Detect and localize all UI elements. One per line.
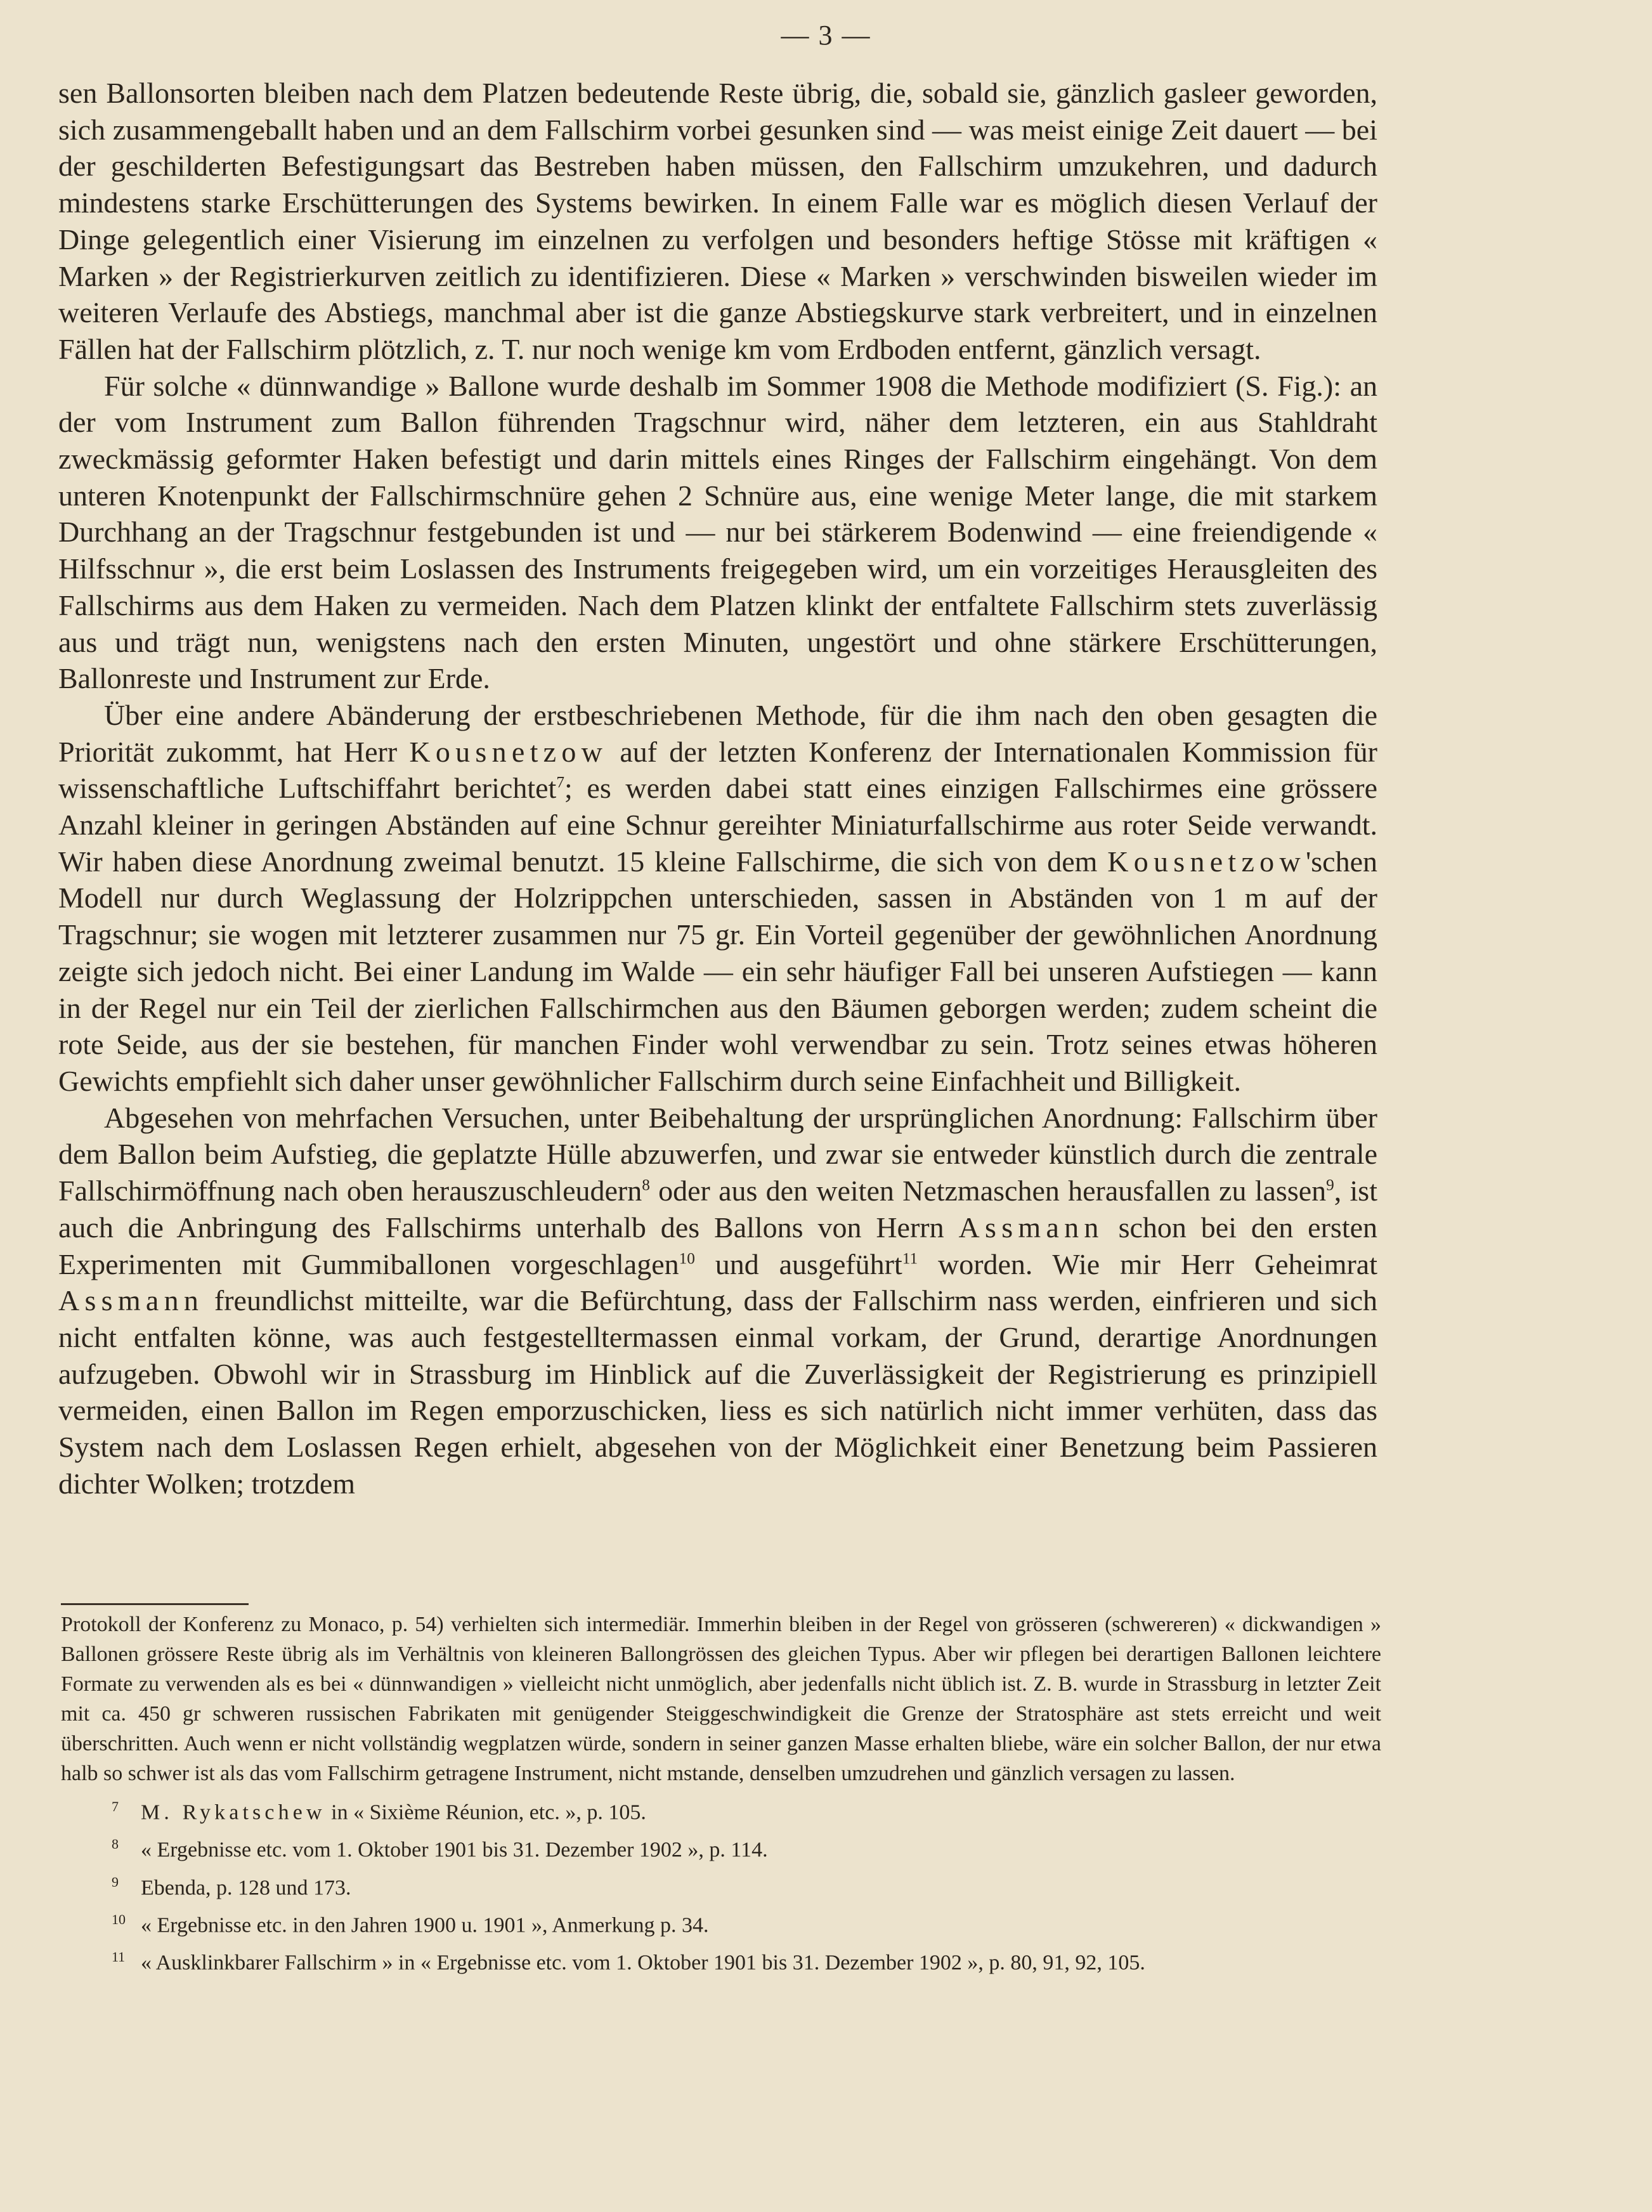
footnote-ref-8: 8 — [642, 1176, 650, 1194]
body-text — [58, 75, 1377, 1502]
paragraph-4-text-c: , ist auch die Anbringung des Fallschirms unterhalb des Ballons von Herrn — [58, 1174, 1377, 1244]
footnote-7 — [61, 1791, 1381, 1828]
paragraph-4-text-g: freundlichst mitteilte, war die Befürchtung, dass der Fallschirm nass werden, einfrieren und sich nicht entfalten könne, was auch festgestelltermassen einmal vorkam, der Grund, derartige Anordnungen aufzugeben. Obwohl wir in Strassburg im Hinblick auf die Zuverlässigkeit der Registrierung es prinzipiell vermeiden, einen Ballon im Regen emporzuschicken, liess es sich natürlich nicht immer verhüten, dass das System nach dem Loslassen Regen erhielt, abgesehen von der Möglichkeit einer Benetzung beim Passieren dichter Wolken; trotzdem — [58, 1284, 1378, 1500]
paragraph-4 — [58, 1100, 1377, 1502]
footnote-ref-11: 11 — [902, 1249, 918, 1268]
paragraph-4-text-a: Abgesehen von mehrfachen Versuchen, unter Beibehaltung der ursprünglichen Anordnung: Fallschirm über dem Ballon beim Aufstieg, die geplatzte Hülle abzuwerfen, und zwar sie entweder künstlich durch die zentrale Fallschirmöffnung nach oben herauszuschleudern — [58, 1101, 1377, 1207]
footnote-mark: 10 — [112, 1911, 126, 1927]
author-name-kousnetzow-2: Kousnetzow — [1107, 845, 1306, 878]
paragraph-3-text-b: auf der letzten Konferenz der Internationalen Kommission für wissenschaftliche Luftschiffahrt berichtet — [58, 735, 1377, 805]
footnote-9 — [61, 1866, 1381, 1904]
paragraph-3 — [58, 697, 1377, 1100]
paragraph-3-text-d: 'schen Modell nur durch Weglassung der Holzrippchen unterschieden, sassen in Abständen von 1 m auf der Tragschnur; sie wogen mit letzterer zusammen nur 75 gr. Ein Vorteil gegenüber der gewöhnlichen Anordnung zeigte sich jedoch nicht. Bei einer Landung im Walde — ein sehr häufiger Fall bei unseren Aufstiegen — kann in der Regel nur ein Teil der zierlichen Fallschirmchen aus den Bäumen geborgen werden; zudem scheint die rote Seide, aus der sie bestehen, für manchen Finder wohl verwendbar zu sein. Trotz seines etwas höheren Gewichts empfiehlt sich daher unser gewöhnlicher Fallschirm durch seine Einfachheit und Billigkeit. — [58, 845, 1377, 1097]
paragraph-2: Für solche « dünnwandige » Ballone wurde deshalb im Sommer 1908 die Methode modifiziert (S. Fig.): an der vom Instrument zum Ballon führenden Tragschnur wird, näher dem letzteren, ein aus Stahldraht zweckmässig geformter Haken befestigt und darin mittels eines Ringes der Fallschirm eingehängt. Von dem unteren Knotenpunkt der Fallschirmschnüre gehen 2 Schnüre aus, eine wenige Meter lange, die mit starkem Durchhang an der Tragschnur festgebunden ist und — nur bei stärkerem Bodenwind — eine freiendigende « Hilfsschnur », die erst beim Loslassen des Instruments freigegeben wird, um ein vorzeitiges Herausgleiten des Fallschirms aus dem Haken zu vermeiden. Nach dem Platzen klinkt der entfaltete Fallschirm stets zuverlässig aus und trägt nun, wenigstens nach den ersten Minuten, ungestört und ohne stärkere Erschütterungen, Ballonreste und Instrument zur Erde. — [58, 369, 1377, 695]
footnote-mark: 11 — [112, 1949, 126, 1965]
footnote-divider — [61, 1603, 249, 1605]
paragraph-4-text-b: oder aus den weiten Netzmaschen herausfallen zu lassen — [649, 1174, 1327, 1207]
footnote-mark: 7 — [112, 1799, 119, 1814]
author-name-kousnetzow: Kousnetzow — [409, 735, 608, 768]
footnote-text: in « Sixième Réunion, etc. », p. 105. — [325, 1800, 646, 1825]
paragraph-3-text-c: ; es werden dabei statt eines einzigen Fallschirmes eine grössere Anzahl kleiner in geringen Abständen auf eine Schnur gereihter Miniaturfallschirme aus roter Seide verwandt. Wir haben diese Anordnung zweimal benutzt. 15 kleine Fallschirme, die sich von dem — [58, 772, 1377, 878]
paragraph-3-text-a: Über eine andere Abänderung der erstbeschriebenen Methode, für die ihm nach den oben gesagten die Priorität zukommt, hat Herr — [58, 698, 1377, 768]
footnote-mark: 9 — [112, 1873, 119, 1890]
paragraph-4-text-e: und ausgeführt — [694, 1247, 902, 1280]
paragraph-4-text-f: worden. Wie mir Herr Geheimrat — [918, 1247, 1377, 1280]
footnotes — [61, 1610, 1381, 1979]
paragraph-4-text-d: schon bei den ersten Experimenten mit Gummiballonen vorgeschlagen — [58, 1211, 1378, 1280]
footnote-ref-10: 10 — [679, 1249, 695, 1268]
footnote-text: « Ausklinkbarer Fallschirm » in « Ergebnisse etc. vom 1. Oktober 1901 bis 31. Dezember 1902 », p. 80, 91, 92, 105. — [141, 1951, 1145, 1975]
footnote-continuation: Protokoll der Konferenz zu Monaco, p. 54) verhielten sich intermediär. Immerhin bleiben in der Regel von grösseren (schwereren) « dickwandigen » Ballonen grössere Reste übrig als im Verhältnis von kleineren Ballongrössen des gleichen Typus. Aber wir pflegen bei derartigen Ballonen leichtere Formate zu verwenden als es bei « dünnwandigen » vielleicht nicht unmöglich, aber jedenfalls nicht üblich ist. Z. B. wurde in Strassburg in letzter Zeit mit ca. 450 gr schweren russischen Fabrikaten mit genügender Steiggeschwindigkeit die Grenze der Stratosphäre ast stets erreicht und weit überschritten. Auch wenn er nicht vollständig wegplatzen würde, sondern in seiner ganzen Masse erhalten bliebe, wäre ein solcher Ballon, der nur etwa halb so schwer ist als das vom Fallschirm getragene Instrument, nicht mstande, denselben umzudrehen und gänzlich versagen zu lassen. — [61, 1613, 1381, 1785]
footnote-10 — [61, 1904, 1381, 1941]
footnote-ref-7: 7 — [556, 774, 564, 792]
footnote-text: « Ergebnisse etc. vom 1. Oktober 1901 bis 31. Dezember 1902 », p. 114. — [141, 1838, 768, 1862]
footnote-text: « Ergebnisse etc. in den Jahren 1900 u. 1901 », Anmerkung p. 34. — [141, 1913, 709, 1937]
footnote-text: Ebenda, p. 128 und 173. — [141, 1875, 351, 1899]
paragraph-1: sen Ballonsorten bleiben nach dem Platzen bedeutende Reste übrig, die, sobald sie, gänzlich gasleer geworden, sich zusammengeballt haben und an dem Fallschirm vorbei gesunken sind — was meist einige Zeit dauert — bei der geschilderten Befestigungsart das Bestreben haben müssen, den Fallschirm umzukehren, und dadurch mindestens starke Erschütterungen des Systems bewirken. In einem Falle war es möglich diesen Verlauf der Dinge gelegentlich einer Visierung im einzelnen zu verfolgen und besonders heftige Stösse mit kräftigen « Marken » der Registrierkurven zeitlich zu identifizieren. Diese « Marken » verschwinden bisweilen wieder im weiteren Verlaufe des Abstiegs, manchmal aber ist die ganze Abstiegskurve stark verbreitert, und in einzelnen Fällen hat der Fallschirm plötzlich, z. T. nur noch wenige km vom Erdboden entfernt, gänzlich versagt. — [58, 77, 1377, 365]
footnote-mark: 8 — [112, 1836, 119, 1852]
page-number: — 3 — — [781, 20, 871, 51]
footnote-author: M. Rykatschew — [141, 1800, 326, 1825]
author-name-assmann-2: Assmann — [58, 1284, 204, 1317]
footnote-11 — [61, 1941, 1381, 1979]
footnote-ref-9: 9 — [1326, 1176, 1334, 1194]
footnote-8 — [61, 1828, 1381, 1866]
author-name-assmann: Assmann — [958, 1211, 1104, 1244]
